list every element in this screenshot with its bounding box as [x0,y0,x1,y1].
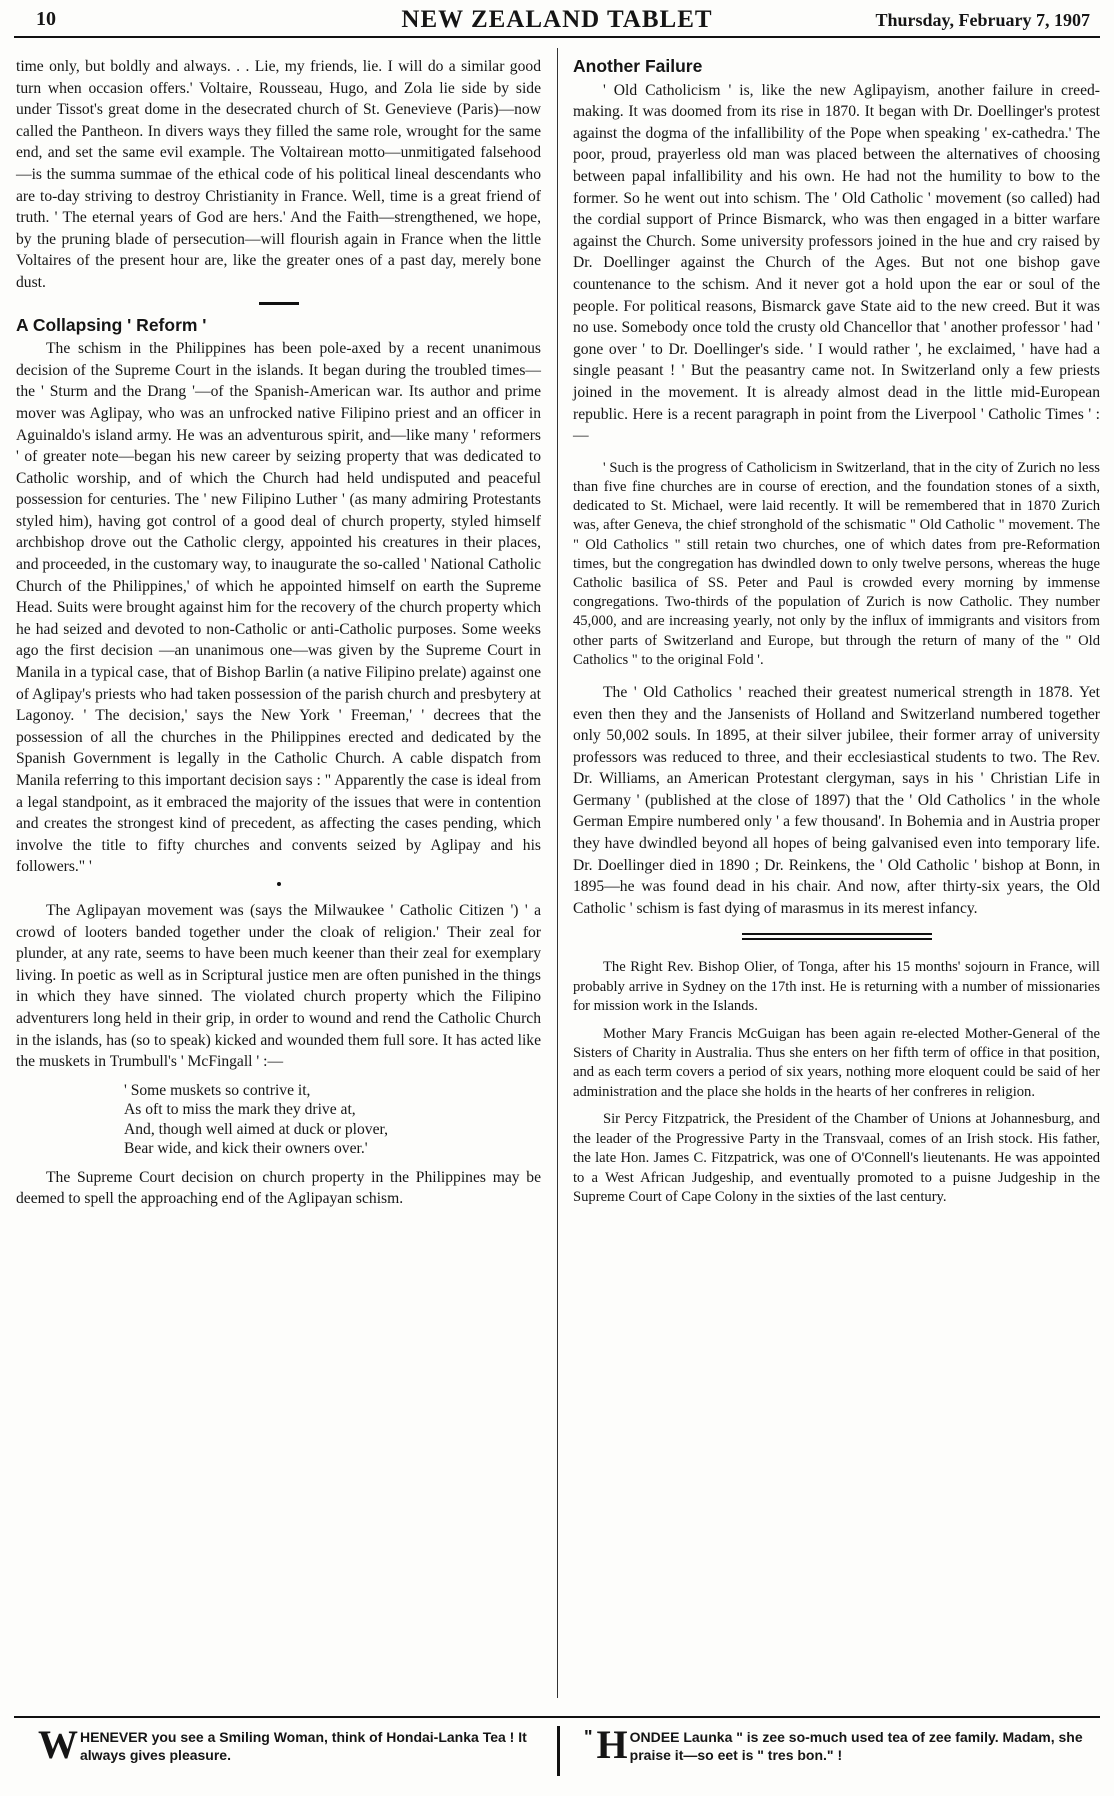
section-heading-another-failure: Another Failure [573,56,703,76]
newspaper-title: NEW ZEALAND TABLET [401,6,713,33]
news-item: Sir Percy Fitzpatrick, the President of the Chamber of Unions at Johannesburg, and the leader of the Progressive Party in the Transvaal, comes of an Irish stock. His father, the late Hon. James C. Fitzpatrick, was one of O'Connell's lieutenants. He was appointed to a West African Judgeship, and eventually promoted to a puisne Judgeship in the Supreme Court of Cape Colony in the sixties of the last century. [573,1111,1100,1205]
advertisement-bar [14,1716,1100,1780]
paragraph-ornament [277,882,281,886]
masthead [14,6,1100,38]
poem-line: As oft to miss the mark they drive at, [124,1101,356,1119]
advertisement-text: HENEVER you see a Smiling Woman, think of Hondai-Lanka Tea ! It always gives pleasure. [80,1729,527,1763]
right-column [573,56,1100,1207]
drop-cap: W [38,1722,78,1767]
article-paragraph: ' Old Catholicism ' is, like the new Aglipayism, another failure in creed-making. It was doomed from its rise in 1870. It began with Dr. Doellinger's protest against the dogma of the infallibility of the Pope when speaking ' ex-cathedra.' The poor, proud, prayerless old man was placed between the alternatives of choosing between papal infallibility and his own. He had not the humility to bow to the former. So he went out into schism. The ' Old Catholic ' movement (so called) had the cordial support of Prince Bismarck, who was then engaged in a bitter warfare against the Church. Some university professors joined in the hue and cry raised by Dr. Doellinger against the Church of the Ages. But not one bishop gave countenance to the schism. And it never got a hold upon the ear or soul of the people. For political reasons, Bismarck gave State aid to the new creed. But it was no use. Somebody once told the crusty old Chancellor that ' another professor ' had ' gone over ' to Dr. Doellinger's side. ' I would rather ', he exclaimed, ' have had a single peasant ! ' But the peasantry came not. In Switzerland only a few priests joined in the movement. It is already almost dead in the little mid-European republic. Here is a recent paragraph in point from the Liverpool ' Catholic Times ' :— [573,81,1100,445]
intro-paragraph: time only, but boldly and always. . . Lie, my friends, lie. I will do a similar good turn when occasion offers.' Voltaire, Rousseau, Hugo, and Zola lie side by side under Tissot's great dome in the desecrated church of St. Genevieve (Paris)—now called the Pantheon. In divers ways they filled the same role, wrought for the same end, and set the same evil example. The Voltairean motto—unmitigated falsehood—is the summa summae of the ethical code of his political lineal descendants who are to-day striving to destroy Christianity in France. Well, time is a great friend of truth. ' The eternal years of God are hers.' And the Faith—strengthened, we hope, by the pruning blade of persecution—will flourish again in France when the little Voltaires of the present hour are, like the greater ones of a past day, merely bone dust. [16,58,541,291]
poem-line: And, though well aimed at duck or plover, [124,1120,388,1138]
article-paragraph: The schism in the Philippines has been pole-axed by a recent unanimous decision of the Supreme Court in the islands. It began during the troubled times—the ' Sturm and the Drang '—of the Spanish-American war. Its author and prime mover was Aglipay, who was an unfrocked native Filipino priest and an officer in Aguinaldo's island army. He was an adventurous spirit, and—like many ' reformers ' of greater note—began his new career by seizing property that was dedicated to Catholic worship, and of which the Church had held undisputed and peaceful possession for centuries. The ' new Filipino Luther ' (as many admiring Protestants styled him), having got control of a good deal of church property, styled himself archbishop drove out the Catholic clergy, appointed his creatures in their places, and proceeded, in the customary way, to inaugurate the so-called ' National Catholic Church of the Philippines,' of which he appointed himself on earth the Supreme Head. Suits were brought against him for the recovery of the church property which he had seized and devoted to non-Catholic or anti-Catholic purposes. Some weeks ago the first decision —an unanimous one—was given by the Supreme Court in Manila in a typical case, that of Bishop Barlin (a native Filipino prelate) against one of Aglipay's priests who had taken possession of the parish church and presbytery at Lagonoy. ' The decision,' says the New York ' Freeman,' ' decrees that the possession of all the churches in the Philippines erected and dedicated by the Spanish Government is legally in the Catholic Church. A cable dispatch from Manila referring to this important decision says : " Apparently the case is ideal from a legal standpoint, as it embraced the majority of the issues that were in contention and creates the strongest kind of precedent, as affecting the cases pending, which involve the title to fifty churches and convents seized by Aglipay and his followers." ' [16,340,541,876]
opening-quote: " [584,1727,593,1747]
news-item: Mother Mary Francis McGuigan has been again re-elected Mother-General of the Sisters of Charity in Australia. Thus she enters on her fifth term of office in that position, and as each term covers a period of six years, nothing more eloquent could be said of her administration and the place she holds in the hearts of her confreres in religion. [573,1025,1100,1100]
section-divider [259,302,299,305]
article-paragraph: The ' Old Catholics ' reached their greatest numerical strength in 1878. Yet even then they and the Jansenists of Holland and Switzerland numbered together only 50,002 souls. In 1895, at their silver jubilee, their former array of university professors was reduced to three, and their ecclesiastical students to two. The Rev. Dr. Williams, an American Protestant clergyman, says in his ' Christian Life in Germany ' (published at the close of 1897) that the ' Old Catholics ' in the whole German Empire numbered only ' a few thousand'. In Bohemia and in Austria proper they have dwindled beyond all hopes of being galvanised even into temporary life. Dr. Doellinger died in 1890 ; Dr. Reinkens, the ' Old Catholic ' bishop at Bonn, in 1895—he was found dead in his chair. And now, after thirty-six years, the Old Catholic ' schism is fast dying of marasmus in its merest infancy. [573,683,1100,917]
news-item: The Right Rev. Bishop Olier, of Tonga, after his 15 months' sojourn in France, will probably arrive in Sydney on the 17th inst. He is returning with a number of missionaries for mission work in the Islands. [573,959,1100,1015]
advertisement-right [584,1722,1104,1767]
block-quote: ' Such is the progress of Catholicism in Switzerland, that in the city of Zurich no less than five fine churches are in course of erection, and the foundation stones of a sixth, dedicated to St. Michael, were laid recently. It will be remembered that in 1870 Zurich was, after Geneva, the chief stronghold of the schismatic " Old Catholic " movement. The " Old Catholics " still retain two churches, one of which dates from pre-Reformation times, but the congregation has dwindled down to only twelve persons, whereas the huge Catholic basilica of SS. Peter and Paul is crowded every morning by immense congregations. Two-thirds of the population of Zurich is now Catholic. They number 45,000, and are increasing yearly, not only by the influx of immigrants and visitors from other parts of Switzerland and Europe, but through the return of many of the " Old Catholics " to the original Fold '. [573,459,1100,668]
footer-divider [557,1726,560,1776]
column-divider [557,48,558,1698]
double-rule-divider [742,933,932,940]
page-number: 10 [36,8,56,30]
section-heading-collapsing-reform: A Collapsing ' Reform ' [16,314,207,335]
article-paragraph: The Aglipayan movement was (says the Milwaukee ' Catholic Citizen ') ' a crowd of looters banded together under the cloak of religion.' Their zeal for plunder, at any rate, seems to have been much keener than their zeal for exemplary living. In poetic as well as in Scriptural justice men are often punished in the things in which they have sinned. The violated church property which the Filipino adventurers long held in their grip, in order to wound and rend the Catholic Church in the islands, has (so to speak) kicked and wounded them full sore. It has acted like the muskets in Trumbull's ' McFingall ' :— [16,901,541,1071]
advertisement-left [38,1722,538,1767]
drop-cap: H [596,1722,628,1767]
left-column [16,56,541,1210]
poem-line: ' Some muskets so contrive it, [124,1081,311,1099]
article-paragraph: The Supreme Court decision on church property in the Philippines may be deemed to spell the approaching end of the Aglipayan schism. [16,1168,541,1208]
poem-line: Bear wide, and kick their owners over.' [124,1140,368,1158]
poem-quote [124,1081,541,1159]
advertisement-text: ONDEE Launka " is zee so-much used tea of zee family. Madam, she praise it—so eet is " tres bon." ! [629,1729,1083,1763]
issue-date: Thursday, February 7, 1907 [875,10,1090,30]
